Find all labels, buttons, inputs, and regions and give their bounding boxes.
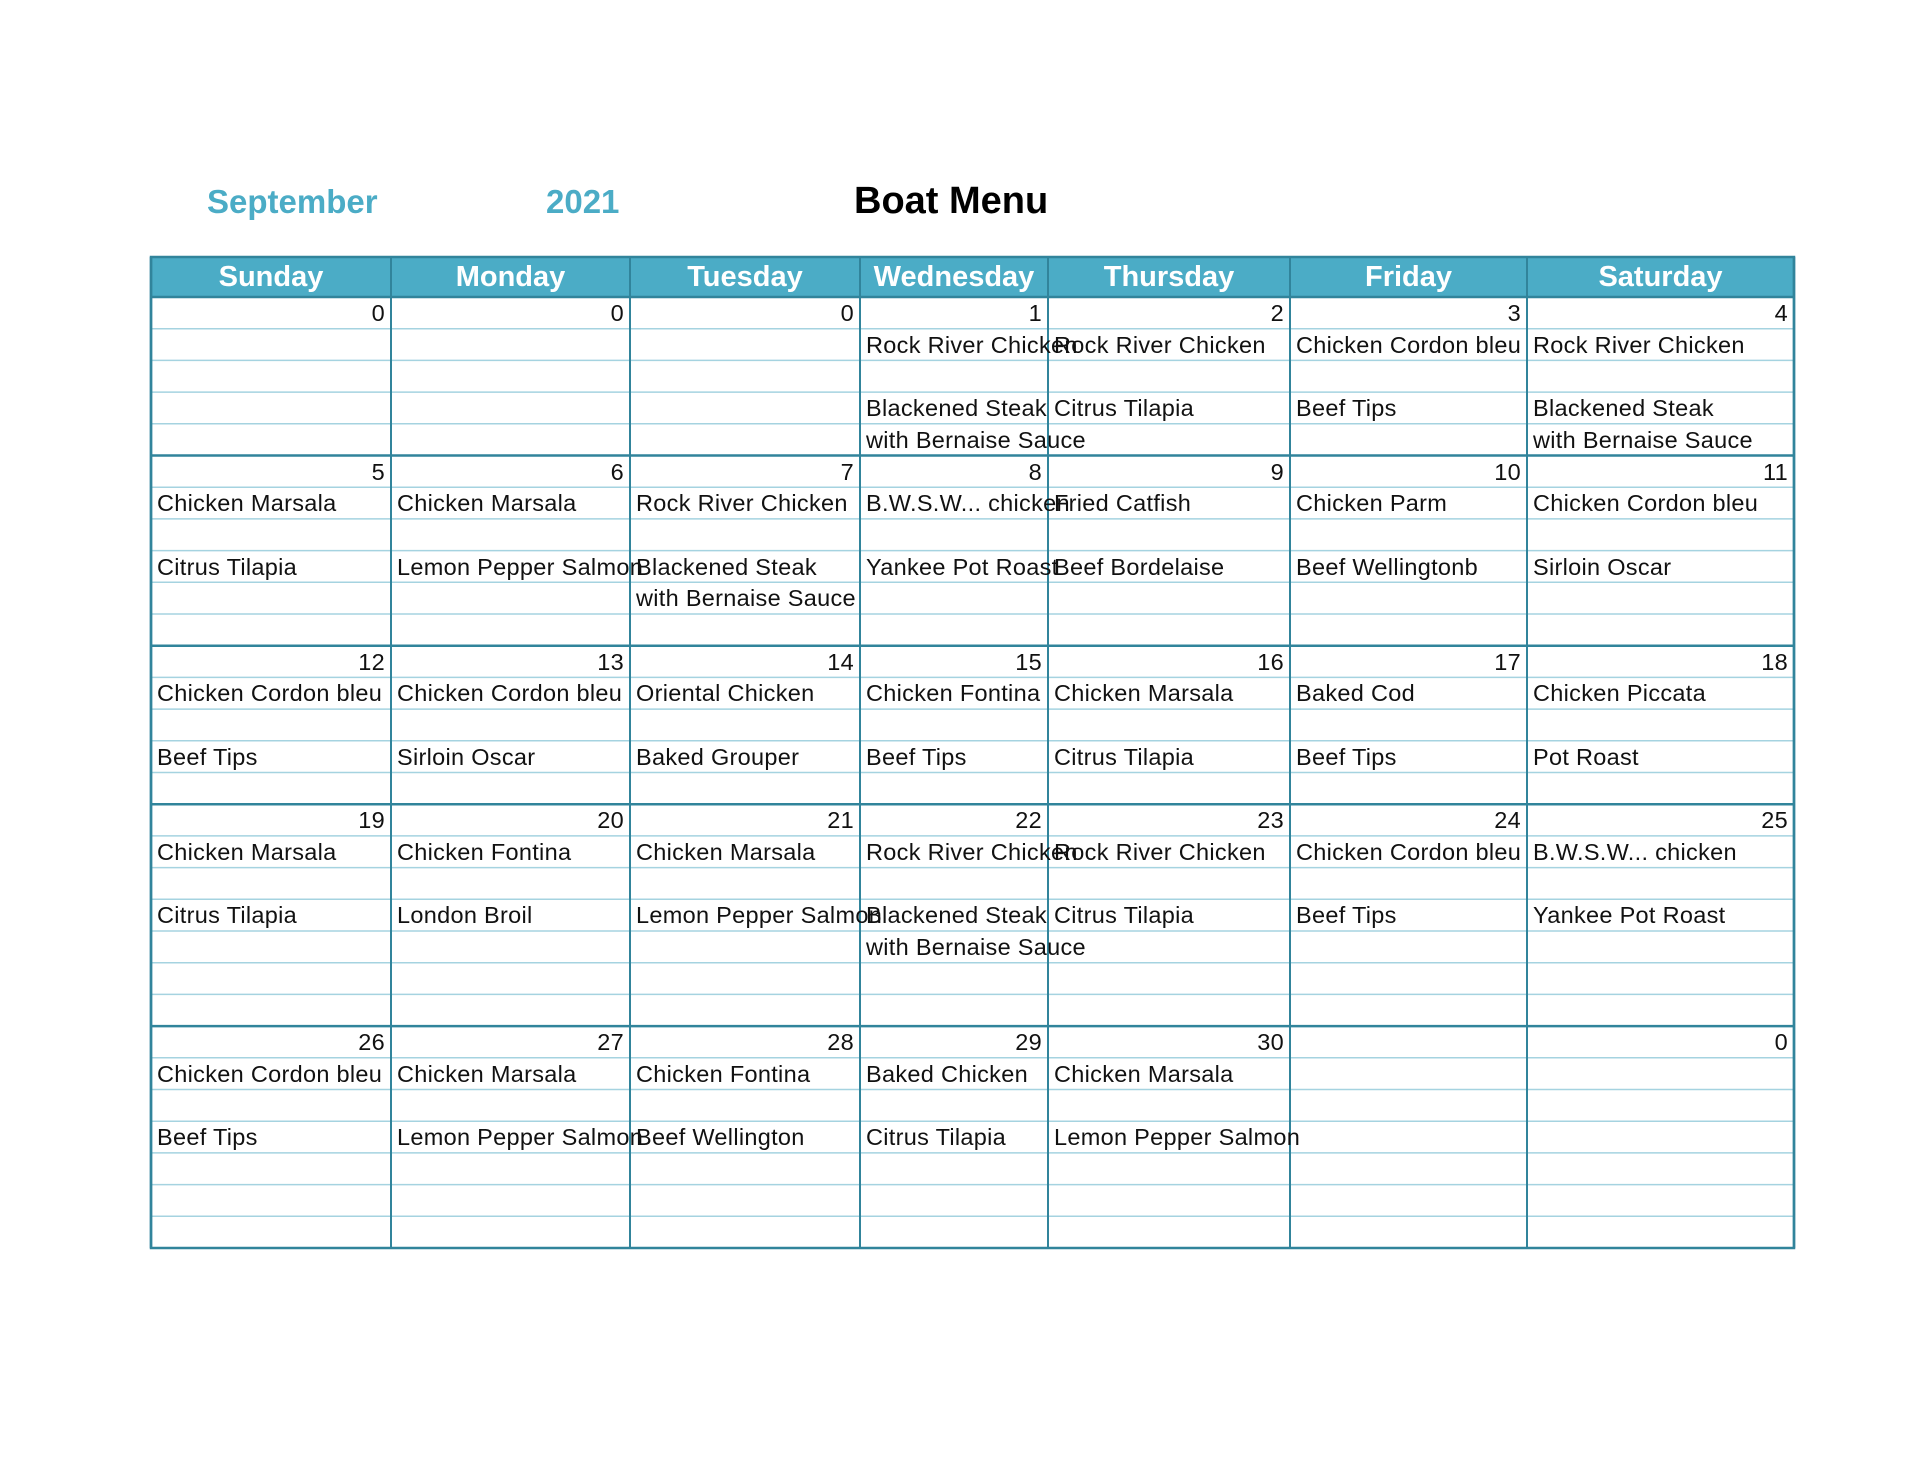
day-number: 0	[371, 300, 385, 326]
menu-item: Lemon Pepper Salmon	[397, 1124, 644, 1151]
day-number: 2	[1270, 300, 1284, 326]
menu-item: Chicken Fontina	[397, 838, 572, 865]
day-number: 17	[1494, 648, 1521, 675]
weekday-friday: Friday	[1364, 261, 1453, 293]
page-title: Boat Menu	[854, 180, 1049, 222]
menu-item: B.W.S.W... chicken	[1533, 838, 1737, 865]
menu-item: Chicken Marsala	[397, 490, 577, 517]
day-number: 0	[840, 300, 854, 326]
menu-item: Beef Bordelaise	[1054, 553, 1225, 580]
menu-item: Rock River Chicken	[866, 838, 1078, 865]
menu-item: with Bernaise Sauce	[866, 426, 1086, 453]
menu-item: Blackened Steak	[866, 902, 1047, 929]
menu-item: Beef Tips	[157, 743, 258, 770]
day-number: 15	[1015, 648, 1042, 675]
menu-item: Rock River Chicken	[1533, 331, 1745, 358]
day-number: 23	[1257, 807, 1284, 834]
menu-item: Citrus Tilapia	[1054, 902, 1195, 929]
day-number: 3	[1507, 300, 1521, 326]
menu-item: Pot Roast	[1533, 743, 1639, 770]
day-number: 24	[1494, 807, 1521, 834]
menu-item: Rock River Chicken	[866, 331, 1078, 358]
day-number: 28	[827, 1029, 854, 1056]
menu-item: with Bernaise Sauce	[636, 585, 856, 612]
menu-item: Baked Cod	[1296, 680, 1415, 707]
menu-item: Beef Tips	[866, 743, 967, 770]
menu-item: Chicken Fontina	[636, 1060, 811, 1087]
day-number: 0	[610, 300, 624, 326]
menu-item: Oriental Chicken	[636, 680, 815, 707]
menu-item: Lemon Pepper Salmon	[1054, 1124, 1301, 1151]
menu-item: Yankee Pot Roast	[1533, 902, 1726, 929]
day-number: 10	[1494, 458, 1521, 485]
menu-item: Chicken Fontina	[866, 680, 1041, 707]
menu-item: Chicken Cordon bleu	[397, 680, 623, 707]
menu-item: Chicken Piccata	[1533, 680, 1706, 707]
menu-item: Chicken Marsala	[1054, 1060, 1234, 1087]
day-number: 22	[1015, 807, 1042, 834]
day-number: 8	[1028, 458, 1042, 485]
day-number: 11	[1763, 458, 1788, 485]
menu-item: Chicken Cordon bleu	[1533, 490, 1759, 517]
menu-item: Beef Wellington	[636, 1124, 805, 1151]
day-number: 1	[1028, 300, 1042, 326]
menu-item: Rock River Chicken	[636, 490, 848, 517]
day-number: 13	[597, 648, 624, 675]
menu-item: Beef Tips	[1296, 902, 1397, 929]
day-number: 4	[1774, 300, 1788, 326]
calendar-grid	[151, 257, 1794, 1248]
weekday-wednesday: Wednesday	[873, 261, 1035, 293]
day-number: 29	[1015, 1029, 1042, 1056]
day-number: 5	[371, 458, 385, 485]
day-number: 14	[827, 648, 854, 675]
menu-item: London Broil	[397, 902, 533, 929]
menu-item: Baked Grouper	[636, 743, 800, 770]
menu-item: Beef Tips	[157, 1124, 258, 1151]
day-number: 7	[840, 458, 854, 485]
menu-item: Fried Catfish	[1054, 490, 1192, 517]
menu-item: Chicken Marsala	[157, 838, 337, 865]
day-number: 9	[1270, 458, 1284, 485]
weekday-tuesday: Tuesday	[687, 261, 803, 293]
menu-item: Citrus Tilapia	[1054, 395, 1195, 422]
menu-item: Chicken Marsala	[1054, 680, 1234, 707]
menu-item: Beef Tips	[1296, 743, 1397, 770]
menu-item: Chicken Cordon bleu	[157, 1060, 383, 1087]
menu-item: Lemon Pepper Salmon	[636, 902, 883, 929]
menu-item: Rock River Chicken	[1054, 331, 1266, 358]
menu-item: Citrus Tilapia	[157, 902, 298, 929]
menu-item: Chicken Parm	[1296, 490, 1448, 517]
day-number: 16	[1257, 648, 1284, 675]
menu-item: Beef Wellingtonb	[1296, 553, 1479, 580]
day-number: 27	[597, 1029, 624, 1056]
menu-item: Chicken Marsala	[157, 490, 337, 517]
menu-item: Blackened Steak	[1533, 395, 1714, 422]
day-number: 19	[358, 807, 385, 834]
menu-item: Blackened Steak	[866, 395, 1047, 422]
menu-item: Chicken Cordon bleu	[1296, 838, 1522, 865]
month-label: September	[207, 183, 378, 220]
year-label: 2021	[546, 183, 620, 220]
day-number: 18	[1761, 648, 1788, 675]
menu-item: Sirloin Oscar	[397, 743, 536, 770]
weekday-monday: Monday	[455, 261, 566, 293]
day-number: 0	[1774, 1029, 1788, 1056]
menu-item: Citrus Tilapia	[866, 1124, 1007, 1151]
weekday-saturday: Saturday	[1598, 261, 1723, 293]
day-number: 20	[597, 807, 624, 834]
menu-item: Beef Tips	[1296, 395, 1397, 422]
menu-item: Baked Chicken	[866, 1060, 1028, 1087]
day-number: 30	[1257, 1029, 1284, 1056]
menu-item: Chicken Marsala	[397, 1060, 577, 1087]
menu-item: B.W.S.W... chicken	[866, 490, 1070, 517]
menu-item: Rock River Chicken	[1054, 838, 1266, 865]
day-number: 21	[827, 807, 854, 834]
menu-item: with Bernaise Sauce	[866, 934, 1086, 960]
menu-item: Chicken Cordon bleu	[157, 680, 383, 707]
menu-item: Lemon Pepper Salmon	[397, 553, 644, 580]
menu-item: Chicken Cordon bleu	[1296, 331, 1522, 358]
menu-item: Blackened Steak	[636, 553, 817, 580]
day-number: 26	[358, 1029, 385, 1056]
day-number: 6	[610, 458, 624, 485]
menu-item: Sirloin Oscar	[1533, 553, 1672, 580]
weekday-sunday: Sunday	[218, 261, 324, 293]
menu-item: Yankee Pot Roast	[866, 553, 1059, 580]
menu-item: Citrus Tilapia	[157, 553, 298, 580]
menu-item: Citrus Tilapia	[1054, 743, 1195, 770]
day-number: 12	[358, 648, 385, 675]
menu-item: with Bernaise Sauce	[1533, 426, 1753, 453]
menu-item: Chicken Marsala	[636, 838, 816, 865]
day-number: 25	[1761, 807, 1788, 834]
weekday-thursday: Thursday	[1103, 261, 1235, 293]
